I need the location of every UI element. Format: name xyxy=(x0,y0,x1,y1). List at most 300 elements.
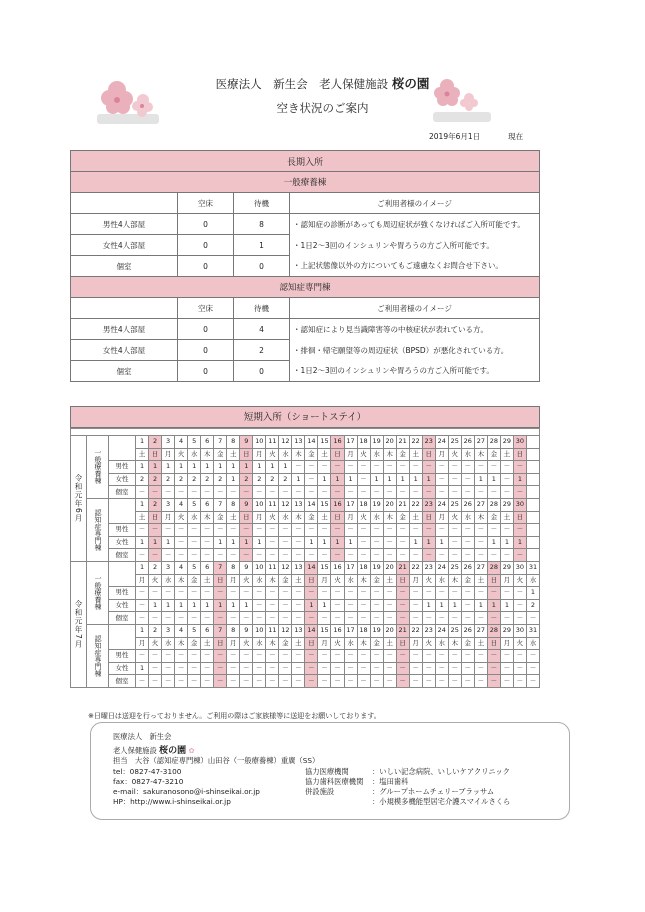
vacancy-cell: － xyxy=(279,587,292,600)
weekday: 日 xyxy=(396,637,409,650)
vacancy-cell: 1 xyxy=(448,599,461,612)
vacancy-cell: 2 xyxy=(214,473,227,486)
weekday: 水 xyxy=(435,637,448,650)
vacancy-cell: － xyxy=(461,524,474,537)
vacancy-cell: － xyxy=(279,675,292,688)
day-number: 7 xyxy=(214,561,227,574)
day-number: 21 xyxy=(396,624,409,637)
vacancy-cell: － xyxy=(500,650,513,663)
day-number: 27 xyxy=(474,436,487,449)
vacancy-cell: 1 xyxy=(227,461,240,474)
vacancy-cell: － xyxy=(513,549,526,562)
column-header: 待機 xyxy=(234,193,290,214)
vacancy-cell: － xyxy=(370,461,383,474)
vacancy-cell: － xyxy=(240,662,253,675)
vacancy-cell xyxy=(526,461,539,474)
vacancy-cell: － xyxy=(201,612,214,625)
vacancy-cell: 1 xyxy=(487,599,500,612)
vacancy-cell: － xyxy=(448,549,461,562)
vacancy-cell: － xyxy=(149,524,162,537)
vacancy-cell: － xyxy=(227,486,240,499)
weekday: 火 xyxy=(175,511,188,524)
weekday: 日 xyxy=(487,574,500,587)
vacancy-cell: － xyxy=(344,650,357,663)
vacancy-cell: － xyxy=(422,675,435,688)
vacancy-cell: － xyxy=(409,461,422,474)
vacancy-cell: － xyxy=(188,662,201,675)
day-number: 16 xyxy=(331,436,344,449)
day-number: 30 xyxy=(513,561,526,574)
vacancy-cell: － xyxy=(292,599,305,612)
weekday: 火 xyxy=(448,448,461,461)
vacancy-cell: 1 xyxy=(318,473,331,486)
day-number: 25 xyxy=(448,624,461,637)
vacancy-cell: － xyxy=(292,486,305,499)
vacancy-cell: － xyxy=(188,536,201,549)
vacancy-cell: － xyxy=(409,587,422,600)
vacancy-cell: 1 xyxy=(331,536,344,549)
vacancy-cell: － xyxy=(396,599,409,612)
vacancy-cell: － xyxy=(474,486,487,499)
weekday: 木 xyxy=(357,574,370,587)
vacancy-cell: 1 xyxy=(162,599,175,612)
footer-facility-name: 桜の園 xyxy=(159,746,187,756)
weekday: 金 xyxy=(214,511,227,524)
day-number: 8 xyxy=(227,624,240,637)
vacancy-cell: 1 xyxy=(240,536,253,549)
day-number: 7 xyxy=(214,624,227,637)
weekday: 土 xyxy=(383,637,396,650)
vacancy-cell: 1 xyxy=(188,599,201,612)
vacancy-cell: － xyxy=(513,587,526,600)
room-cell: 女性4人部屋 xyxy=(71,235,178,256)
vacancy-cell: － xyxy=(331,675,344,688)
vacancy-cell: － xyxy=(175,650,188,663)
day-number: 2 xyxy=(149,624,162,637)
column-header: ご利用者様のイメージ xyxy=(290,193,540,214)
usage-note: ・1日2～3回のインシュリンや胃ろうの方ご入所可能です。 xyxy=(290,361,540,382)
vacancy-cell: － xyxy=(448,473,461,486)
building-label: 一般療養棟 xyxy=(87,561,109,624)
vacancy-cell: － xyxy=(474,662,487,675)
weekday: 日 xyxy=(513,448,526,461)
weekday: 木 xyxy=(474,511,487,524)
vacancy-cell: － xyxy=(526,662,539,675)
vacancy-cell: － xyxy=(435,486,448,499)
day-number: 23 xyxy=(422,624,435,637)
vacancy-cell: － xyxy=(474,461,487,474)
footer-email[interactable]: e-mail：sakuranosono@i-shinseikai.or.jp xyxy=(113,787,260,796)
day-number: 28 xyxy=(487,624,500,637)
weekday: 火 xyxy=(331,637,344,650)
day-number: 14 xyxy=(305,498,318,511)
row-label-male: 男性 xyxy=(109,587,136,600)
vacancy-cell: － xyxy=(305,524,318,537)
vacancy-cell: － xyxy=(461,675,474,688)
day-number: 31 xyxy=(526,624,539,637)
vacancy-cell: － xyxy=(162,612,175,625)
weekday: 日 xyxy=(214,574,227,587)
vacancy-cell: － xyxy=(474,612,487,625)
vacancy-cell: － xyxy=(175,662,188,675)
vacancy-cell: 1 xyxy=(253,461,266,474)
weekday: 水 xyxy=(370,511,383,524)
weekday: 月 xyxy=(409,574,422,587)
weekday: 火 xyxy=(266,448,279,461)
day-number: 18 xyxy=(357,436,370,449)
day-number: 4 xyxy=(175,561,188,574)
weekday: 土 xyxy=(292,574,305,587)
vacancy-cell: 2 xyxy=(188,473,201,486)
vacancy-cell: － xyxy=(253,612,266,625)
vacancy-cell: － xyxy=(474,675,487,688)
day-number: 11 xyxy=(266,436,279,449)
vacancy-cell: － xyxy=(435,473,448,486)
footer-hp[interactable]: HP：http://www.i-shinseikai.or.jp xyxy=(113,797,231,806)
vacancy-cell: － xyxy=(487,612,500,625)
vacancy-cell: － xyxy=(331,524,344,537)
day-number: 14 xyxy=(305,436,318,449)
vacancy-cell: － xyxy=(513,486,526,499)
room-cell: 0 xyxy=(178,319,234,340)
usage-note: ・1日2～3回のインシュリンや胃ろうの方ご入所可能です。 xyxy=(290,235,540,256)
vacancy-cell: 1 xyxy=(344,473,357,486)
vacancy-cell: － xyxy=(396,612,409,625)
weekday: 日 xyxy=(214,637,227,650)
vacancy-cell: 1 xyxy=(240,461,253,474)
vacancy-cell: － xyxy=(344,486,357,499)
vacancy-cell: － xyxy=(448,486,461,499)
weekday: 火 xyxy=(175,448,188,461)
vacancy-cell: － xyxy=(461,599,474,612)
vacancy-cell: 1 xyxy=(500,599,513,612)
row-label-female: 女性 xyxy=(109,662,136,675)
room-cell: 0 xyxy=(234,256,290,277)
day-number: 27 xyxy=(474,561,487,574)
weekday: 金 xyxy=(305,448,318,461)
weekday: 月 xyxy=(162,511,175,524)
weekday: 月 xyxy=(435,448,448,461)
vacancy-cell: － xyxy=(136,675,149,688)
day-number: 16 xyxy=(331,498,344,511)
vacancy-cell: － xyxy=(461,461,474,474)
vacancy-cell: － xyxy=(526,612,539,625)
vacancy-cell: － xyxy=(318,524,331,537)
vacancy-cell: － xyxy=(487,675,500,688)
row-label-female: 女性 xyxy=(109,473,136,486)
day-number xyxy=(526,498,539,511)
day-number: 20 xyxy=(383,498,396,511)
weekday: 金 xyxy=(487,448,500,461)
vacancy-cell: 1 xyxy=(318,599,331,612)
vacancy-cell: － xyxy=(461,536,474,549)
vacancy-cell: － xyxy=(318,587,331,600)
vacancy-cell: － xyxy=(162,650,175,663)
weekday: 水 xyxy=(279,448,292,461)
vacancy-cell: － xyxy=(214,650,227,663)
weekday: 日 xyxy=(396,574,409,587)
vacancy-cell: － xyxy=(513,662,526,675)
vacancy-cell: － xyxy=(344,599,357,612)
vacancy-cell: － xyxy=(409,662,422,675)
room-cell: 0 xyxy=(178,235,234,256)
weekday: 土 xyxy=(500,511,513,524)
vacancy-cell: － xyxy=(344,549,357,562)
day-number: 20 xyxy=(383,561,396,574)
vacancy-cell: － xyxy=(526,650,539,663)
day-number: 23 xyxy=(422,561,435,574)
day-number: 11 xyxy=(266,498,279,511)
vacancy-cell: － xyxy=(461,662,474,675)
vacancy-cell: 1 xyxy=(409,536,422,549)
vacancy-cell: － xyxy=(370,612,383,625)
vacancy-cell: － xyxy=(266,662,279,675)
vacancy-cell: － xyxy=(344,524,357,537)
vacancy-cell: － xyxy=(305,486,318,499)
vacancy-cell: － xyxy=(149,650,162,663)
day-number: 30 xyxy=(513,498,526,511)
vacancy-cell: － xyxy=(149,486,162,499)
room-cell: 4 xyxy=(234,319,290,340)
vacancy-cell: － xyxy=(253,662,266,675)
day-number: 4 xyxy=(175,436,188,449)
vacancy-cell: － xyxy=(201,662,214,675)
vacancy-cell: － xyxy=(227,524,240,537)
vacancy-cell: 1 xyxy=(435,599,448,612)
vacancy-cell xyxy=(526,486,539,499)
day-number: 24 xyxy=(435,624,448,637)
vacancy-cell: － xyxy=(435,549,448,562)
vacancy-cell: 1 xyxy=(487,536,500,549)
vacancy-cell: － xyxy=(149,549,162,562)
room-cell: 8 xyxy=(234,214,290,235)
column-header: ご利用者様のイメージ xyxy=(290,298,540,319)
vacancy-cell: － xyxy=(201,587,214,600)
vacancy-cell: － xyxy=(292,675,305,688)
weekday: 月 xyxy=(253,511,266,524)
vacancy-cell: － xyxy=(201,650,214,663)
day-number: 7 xyxy=(214,498,227,511)
vacancy-cell: － xyxy=(500,662,513,675)
vacancy-cell: 2 xyxy=(526,599,539,612)
vacancy-cell: － xyxy=(162,675,175,688)
vacancy-cell: － xyxy=(435,587,448,600)
vacancy-cell: － xyxy=(305,650,318,663)
footer-facility xyxy=(113,743,195,756)
vacancy-cell: － xyxy=(435,612,448,625)
weekday: 火 xyxy=(357,448,370,461)
label-blank xyxy=(109,624,136,649)
vacancy-cell: － xyxy=(318,650,331,663)
date-suffix: 現在 xyxy=(508,132,524,141)
vacancy-cell: － xyxy=(227,650,240,663)
vacancy-cell: － xyxy=(331,587,344,600)
vacancy-cell: － xyxy=(357,650,370,663)
vacancy-cell: 1 xyxy=(149,536,162,549)
vacancy-cell: 1 xyxy=(422,599,435,612)
vacancy-cell: 1 xyxy=(201,599,214,612)
vacancy-cell: － xyxy=(149,612,162,625)
vacancy-cell: － xyxy=(526,675,539,688)
vacancy-cell: 1 xyxy=(149,599,162,612)
weekday: 日 xyxy=(422,448,435,461)
usage-note: ・認知症により見当識障害等の中核症状が表れている方。 xyxy=(290,319,540,340)
weekday: 水 xyxy=(253,637,266,650)
day-number: 2 xyxy=(149,436,162,449)
partner-name: ：いしい記念病院、いしいケアクリニック xyxy=(372,767,510,776)
partner-type: 協力医療機関 xyxy=(305,767,349,776)
vacancy-cell: － xyxy=(201,675,214,688)
weekday: 土 xyxy=(409,448,422,461)
weekday: 水 xyxy=(253,574,266,587)
vacancy-cell: － xyxy=(188,486,201,499)
day-number: 22 xyxy=(409,436,422,449)
vacancy-cell: － xyxy=(448,524,461,537)
vacancy-cell: － xyxy=(149,587,162,600)
vacancy-cell: － xyxy=(448,587,461,600)
vacancy-cell: 1 xyxy=(305,536,318,549)
vacancy-cell: － xyxy=(474,587,487,600)
day-number: 3 xyxy=(162,498,175,511)
vacancy-cell: 1 xyxy=(253,536,266,549)
vacancy-cell: － xyxy=(383,486,396,499)
vacancy-cell: 1 xyxy=(214,461,227,474)
vacancy-cell: － xyxy=(266,675,279,688)
vacancy-cell: 2 xyxy=(240,473,253,486)
vacancy-cell: － xyxy=(448,675,461,688)
row-label-private: 個室 xyxy=(109,486,136,499)
weekday: 土 xyxy=(383,574,396,587)
vacancy-cell: － xyxy=(422,486,435,499)
vacancy-cell: － xyxy=(513,675,526,688)
weekday: 水 xyxy=(162,637,175,650)
org-name: 医療法人 新生会 老人保健施設 xyxy=(215,77,389,91)
day-number: 5 xyxy=(188,436,201,449)
vacancy-cell: － xyxy=(370,549,383,562)
weekday: 日 xyxy=(305,574,318,587)
vacancy-cell: － xyxy=(396,650,409,663)
vacancy-cell: － xyxy=(201,524,214,537)
weekday: 火 xyxy=(240,637,253,650)
vacancy-cell: － xyxy=(214,662,227,675)
vacancy-cell: － xyxy=(240,486,253,499)
vacancy-cell: － xyxy=(409,675,422,688)
vacancy-cell: － xyxy=(279,536,292,549)
vacancy-cell: － xyxy=(305,549,318,562)
day-number: 15 xyxy=(318,624,331,637)
day-number: 19 xyxy=(370,561,383,574)
vacancy-cell: － xyxy=(487,486,500,499)
vacancy-cell: － xyxy=(279,549,292,562)
room-cell: 0 xyxy=(178,214,234,235)
vacancy-cell: 1 xyxy=(305,599,318,612)
weekday: 火 xyxy=(240,574,253,587)
weekday: 月 xyxy=(136,637,149,650)
vacancy-cell: 1 xyxy=(396,473,409,486)
weekday: 金 xyxy=(461,637,474,650)
vacancy-cell: 1 xyxy=(175,599,188,612)
vacancy-cell: － xyxy=(162,486,175,499)
room-cell: 0 xyxy=(178,256,234,277)
vacancy-cell: － xyxy=(279,599,292,612)
vacancy-cell: － xyxy=(500,461,513,474)
vacancy-cell: － xyxy=(201,486,214,499)
day-number: 30 xyxy=(513,624,526,637)
vacancy-cell: 1 xyxy=(409,473,422,486)
vacancy-cell: － xyxy=(357,536,370,549)
day-number: 17 xyxy=(344,624,357,637)
vacancy-cell: 1 xyxy=(526,587,539,600)
vacancy-cell: － xyxy=(162,587,175,600)
vacancy-cell: 1 xyxy=(227,536,240,549)
day-number: 29 xyxy=(500,436,513,449)
vacancy-cell: － xyxy=(331,612,344,625)
day-number: 19 xyxy=(370,624,383,637)
weekday: 金 xyxy=(396,448,409,461)
row-label-private: 個室 xyxy=(109,675,136,688)
vacancy-cell: － xyxy=(396,486,409,499)
vacancy-cell: － xyxy=(500,473,513,486)
weekday: 月 xyxy=(318,574,331,587)
weekday: 水 xyxy=(370,448,383,461)
weekday: 水 xyxy=(435,574,448,587)
vacancy-cell: － xyxy=(357,486,370,499)
vacancy-cell: － xyxy=(396,549,409,562)
vacancy-cell: 1 xyxy=(513,473,526,486)
vacancy-cell: － xyxy=(305,461,318,474)
vacancy-cell: － xyxy=(214,524,227,537)
weekday: 金 xyxy=(305,511,318,524)
day-number: 13 xyxy=(292,436,305,449)
weekday xyxy=(526,448,539,461)
vacancy-cell: － xyxy=(487,524,500,537)
weekday: 日 xyxy=(149,448,162,461)
vacancy-cell: － xyxy=(214,549,227,562)
calendar-top-blank xyxy=(71,429,540,436)
weekday: 木 xyxy=(266,574,279,587)
day-number: 24 xyxy=(435,436,448,449)
weekday: 水 xyxy=(344,637,357,650)
vacancy-cell: 1 xyxy=(227,473,240,486)
weekday: 木 xyxy=(383,511,396,524)
vacancy-cell: － xyxy=(357,549,370,562)
vacancy-cell: － xyxy=(227,612,240,625)
vacancy-cell: 2 xyxy=(136,473,149,486)
vacancy-cell: － xyxy=(149,662,162,675)
day-number: 16 xyxy=(331,624,344,637)
vacancy-cell: 2 xyxy=(149,473,162,486)
day-number: 25 xyxy=(448,561,461,574)
vacancy-cell: － xyxy=(357,612,370,625)
weekday: 火 xyxy=(149,637,162,650)
vacancy-cell: － xyxy=(474,524,487,537)
vacancy-cell: 2 xyxy=(175,473,188,486)
vacancy-cell: － xyxy=(136,587,149,600)
day-number: 18 xyxy=(357,498,370,511)
weekday: 火 xyxy=(448,511,461,524)
weekday: 金 xyxy=(279,637,292,650)
vacancy-cell: － xyxy=(370,675,383,688)
partner-name: ：小規模多機能型居宅介護スマイルさくら xyxy=(372,797,511,806)
row-label-private: 個室 xyxy=(109,549,136,562)
day-number: 10 xyxy=(253,498,266,511)
vacancy-cell: － xyxy=(266,650,279,663)
day-number: 13 xyxy=(292,561,305,574)
vacancy-cell: － xyxy=(513,599,526,612)
vacancy-cell: － xyxy=(396,662,409,675)
vacancy-cell: － xyxy=(344,461,357,474)
weekday: 水 xyxy=(162,574,175,587)
